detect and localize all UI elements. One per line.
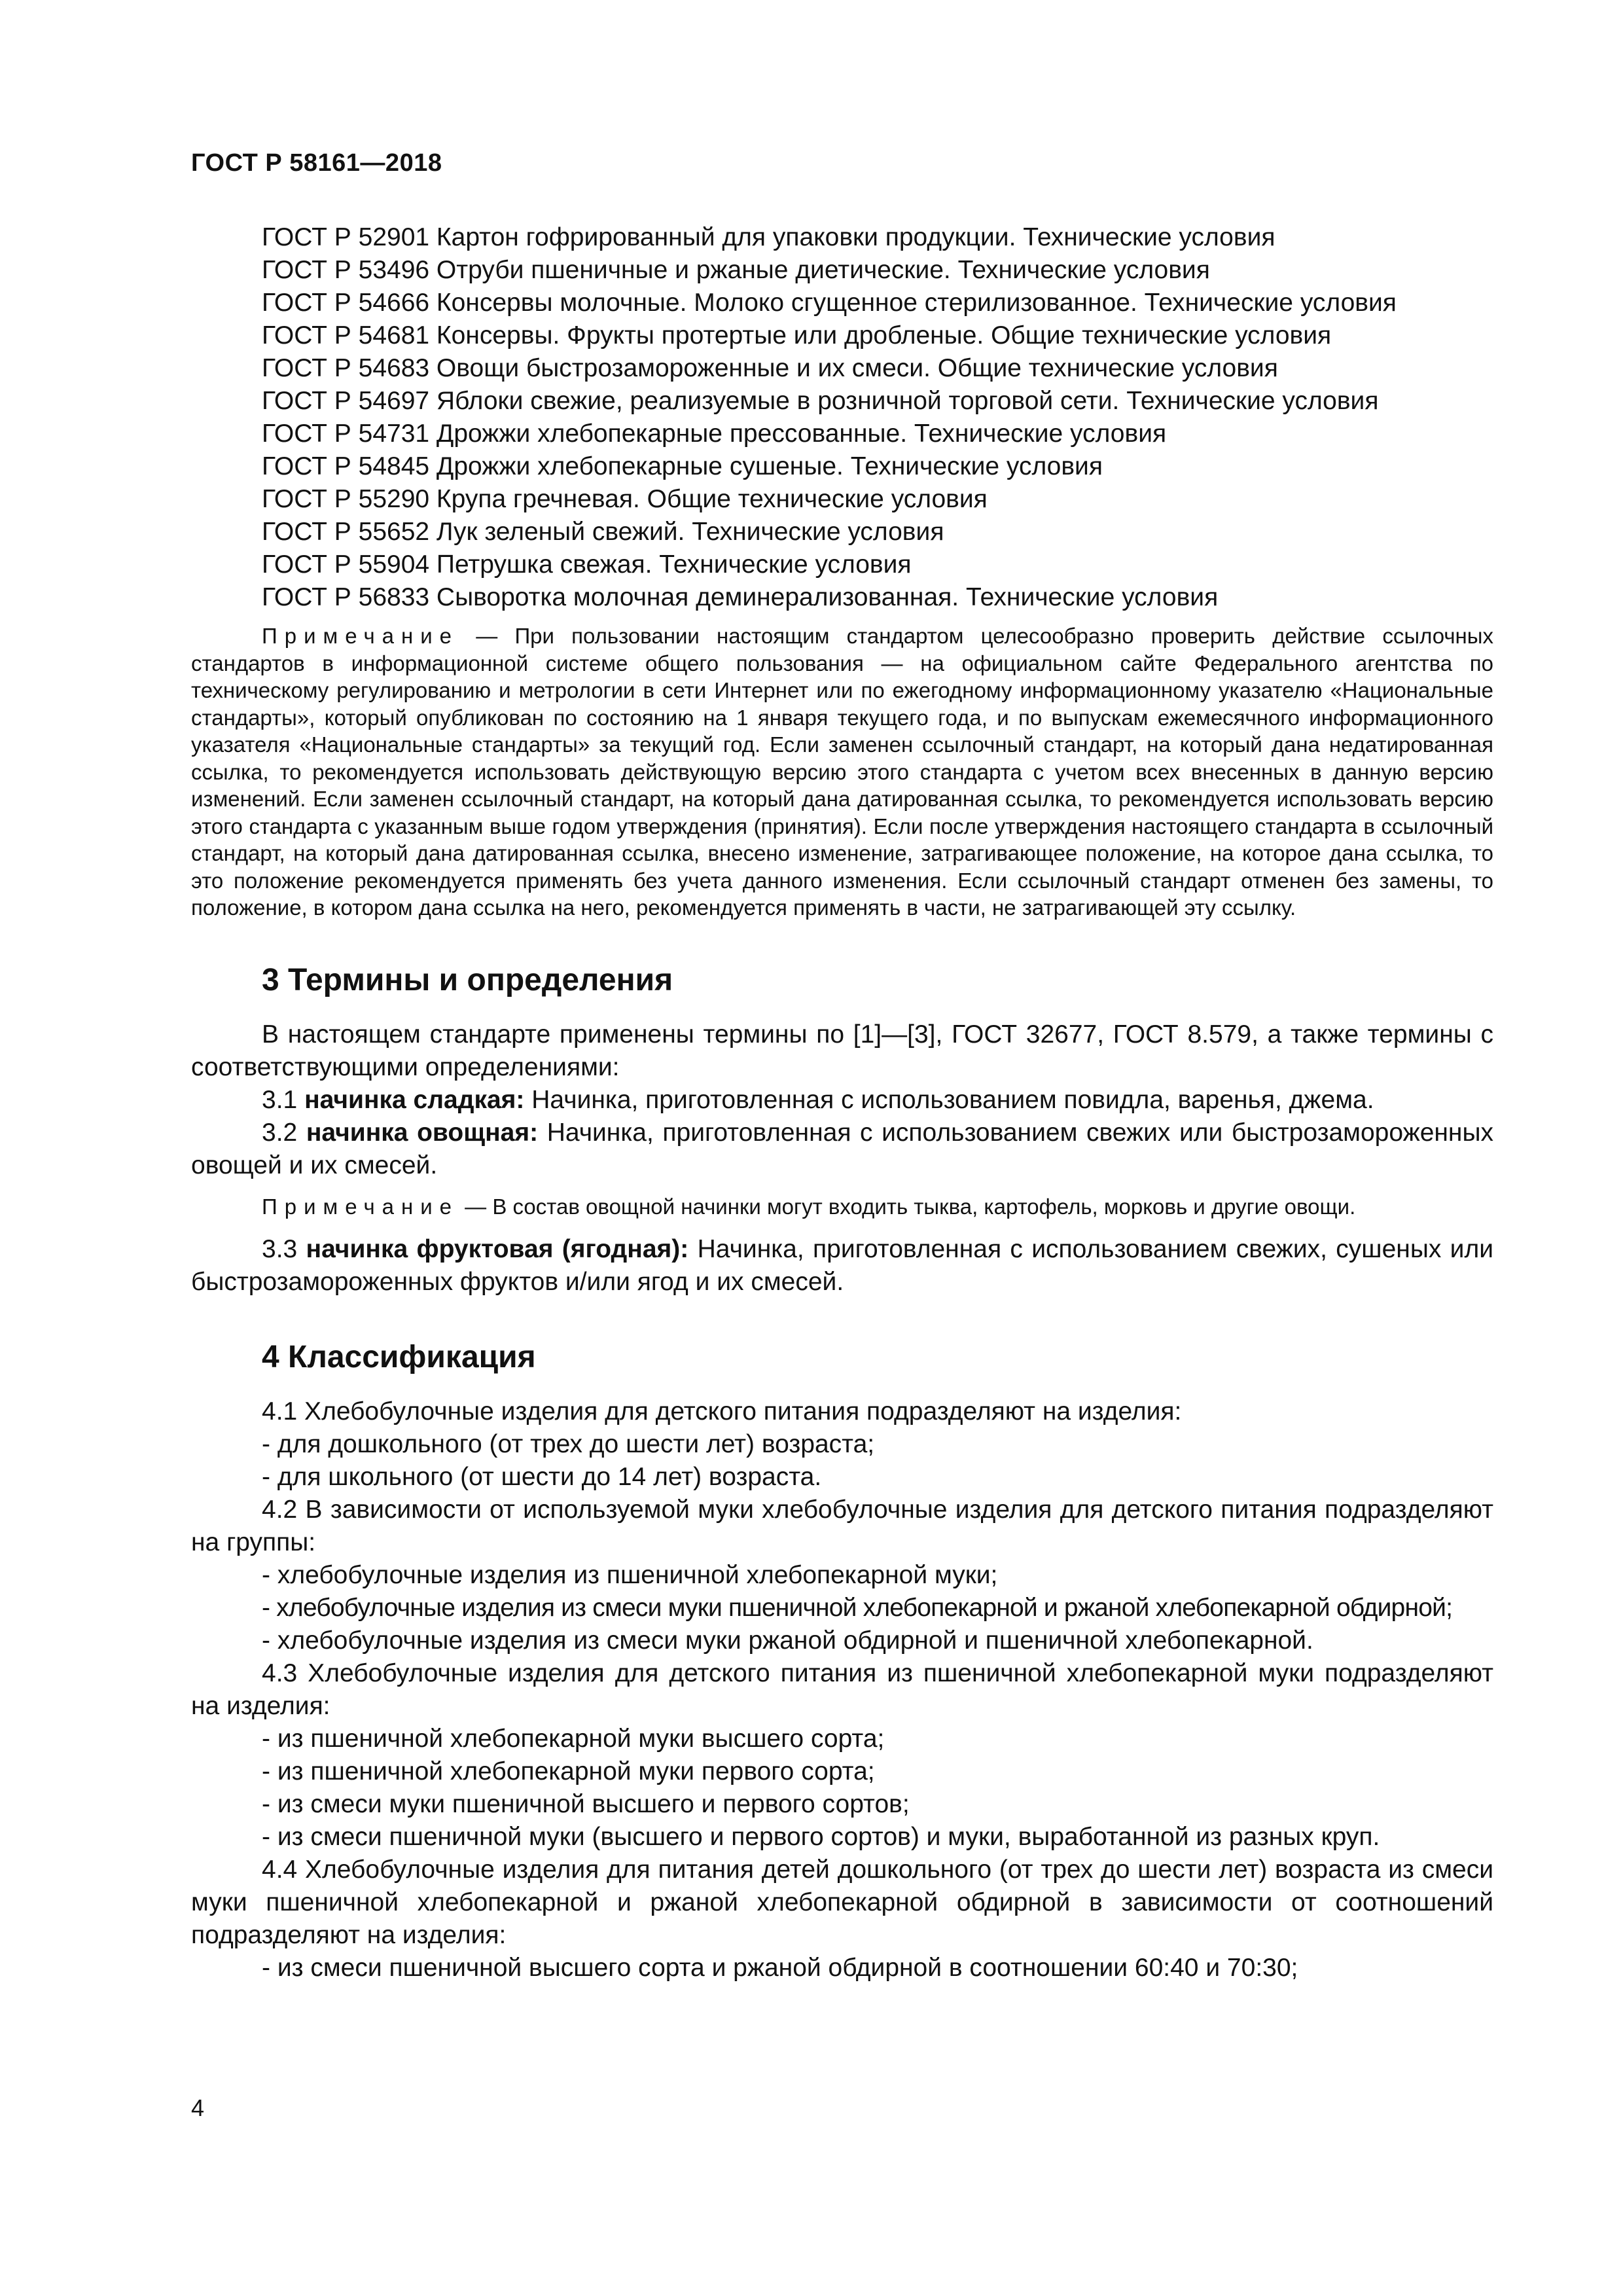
term-number: 3.3 — [262, 1234, 306, 1263]
term-number: 3.2 — [262, 1118, 306, 1147]
term-3-3 — [191, 1233, 1493, 1299]
reference-item: ГОСТ Р 54666 Консервы молочные. Молоко сгущенное стерилизованное. Технические условия — [262, 289, 1397, 317]
term-3-2-note — [191, 1191, 1493, 1223]
list-item: - хлебобулочные изделия из смеси муки пшеничной хлебопекарной и ржаной хлебопекарной обдирной; — [262, 1593, 1453, 1622]
reference-item: ГОСТ Р 56833 Сыворотка молочная деминерализованная. Технические условия — [262, 583, 1219, 611]
term-name: начинка овощная: — [306, 1118, 539, 1147]
reference-item: ГОСТ Р 54845 Дрожжи хлебопекарные сушеные. Технические условия — [262, 452, 1103, 480]
term-definition: Начинка, приготовленная с использованием повидла, варенья, джема. — [524, 1085, 1374, 1114]
term-number: 3.1 — [262, 1085, 305, 1114]
term-3-1 — [191, 1084, 1493, 1117]
clause-4-2: 4.2 В зависимости от используемой муки хлебобулочные изделия для детского питания подразделяют на группы: — [191, 1495, 1493, 1556]
reference-item: ГОСТ Р 55290 Крупа гречневая. Общие технические условия — [262, 485, 988, 513]
list-item: - хлебобулочные изделия из смеси муки ржаной обдирной и пшеничной хлебопекарной. — [262, 1626, 1313, 1655]
clause-4-1: 4.1 Хлебобулочные изделия для детского питания подразделяют на изделия: — [262, 1397, 1182, 1426]
term-definition: Начинка, приготовленная с использованием свежих, сушеных или быстрозамороженных фруктов и/или ягод и их смесей. — [191, 1234, 1493, 1296]
note-label: Примечание — [262, 624, 459, 648]
reference-item: ГОСТ Р 54697 Яблоки свежие, реализуемые в розничной торговой сети. Технические условия — [262, 387, 1379, 415]
page-content — [191, 221, 1493, 1984]
document-header: ГОСТ Р 58161—2018 — [191, 149, 442, 177]
note-text: — В состав овощной начинки могут входить тыква, картофель, морковь и другие овощи. — [459, 1194, 1356, 1219]
list-item: - хлебобулочные изделия из пшеничной хлебопекарной муки; — [262, 1560, 998, 1589]
clause-4-3: 4.3 Хлебобулочные изделия для детского питания из пшеничной хлебопекарной муки подразделяют на изделия: — [191, 1659, 1493, 1720]
list-item: - из смеси пшеничной высшего сорта и ржаной обдирной в соотношении 60:40 и 70:30; — [262, 1953, 1298, 1982]
list-item: - из смеси муки пшеничной высшего и первого сортов; — [262, 1789, 910, 1818]
reference-item: ГОСТ Р 54731 Дрожжи хлебопекарные прессованные. Технические условия — [262, 420, 1167, 448]
term-definition: Начинка, приготовленная с использованием свежих или быстрозамороженных овощей и их смесей. — [191, 1118, 1493, 1179]
clause-4-4: 4.4 Хлебобулочные изделия для питания детей дошкольного (от трех до шести лет) возраста из смеси муки пшеничной хлебопекарной и ржаной хлебопекарной обдирной в зависимости от соотношений подразделяют на изделия: — [191, 1855, 1493, 1949]
reference-item: ГОСТ Р 53496 Отруби пшеничные и ржаные диетические. Технические условия — [262, 256, 1210, 284]
reference-item: ГОСТ Р 54681 Консервы. Фрукты протертые или дробленые. Общие технические условия — [262, 321, 1332, 350]
page-number: 4 — [191, 2094, 205, 2121]
normative-references-list — [191, 221, 1493, 614]
note-label: Примечание — [262, 1194, 459, 1219]
section-3-intro: В настоящем стандарте применены термины по [1]—[3], ГОСТ 32677, ГОСТ 8.579, а также термины с соответствующими определениями: — [191, 1020, 1493, 1081]
section-3-title: 3 Термины и определения — [262, 962, 673, 997]
reference-item: ГОСТ Р 54683 Овощи быстрозамороженные и их смеси. Общие технические условия — [262, 354, 1278, 382]
references-note — [191, 622, 1493, 922]
term-name: начинка сладкая: — [304, 1085, 525, 1114]
list-item: - для школьного (от шести до 14 лет) возраста. — [262, 1462, 822, 1491]
section-4-title: 4 Классификация — [262, 1339, 536, 1374]
reference-item: ГОСТ Р 55904 Петрушка свежая. Технические условия — [262, 550, 912, 579]
note-text: — При пользовании настоящим стандартом целесообразно проверить действие ссылочных стандартов в информационной системе общего пользования — на официальном сайте Федерального агентства по техническому регулированию и метрологии в сети Интернет или по ежегодному информационному указателю «Национальные стандарты», который опубликован по состоянию на 1 января текущего года, и по выпускам ежемесячного информационного указателя «Национальные стандарты» за текущий год. Если заменен ссылочный стандарт, на который дана недатированная ссылка, то рекомендуется использовать действующую версию этого стандарта с учетом всех внесенных в данную версию изменений. Если заменен ссылочный стандарт, на который дана датированная ссылка, то рекомендуется использовать версию этого стандарта с указанным выше годом утверждения (принятия). Если после утверждения настоящего стандарта в ссылочный стандарт, на который дана датированная ссылка, внесено изменение, затрагивающее положение, на которое дана ссылка, то это положение рекомендуется применять без учета данного изменения. Если ссылочный стандарт отменен без замены, то положение, в котором дана ссылка на него, рекомендуется применять в части, не затрагивающей эту ссылку. — [191, 624, 1493, 920]
list-item: - для дошкольного (от трех до шести лет) возраста; — [262, 1429, 875, 1458]
reference-item: ГОСТ Р 55652 Лук зеленый свежий. Технические условия — [262, 518, 944, 546]
list-item: - из смеси пшеничной муки (высшего и первого сортов) и муки, выработанной из разных круп. — [262, 1822, 1380, 1851]
term-name: начинка фруктовая (ягодная): — [306, 1234, 689, 1263]
term-3-2 — [191, 1117, 1493, 1182]
list-item: - из пшеничной хлебопекарной муки первого сорта; — [262, 1757, 875, 1785]
reference-item: ГОСТ Р 52901 Картон гофрированный для упаковки продукции. Технические условия — [262, 223, 1275, 251]
list-item: - из пшеничной хлебопекарной муки высшего сорта; — [262, 1724, 885, 1753]
